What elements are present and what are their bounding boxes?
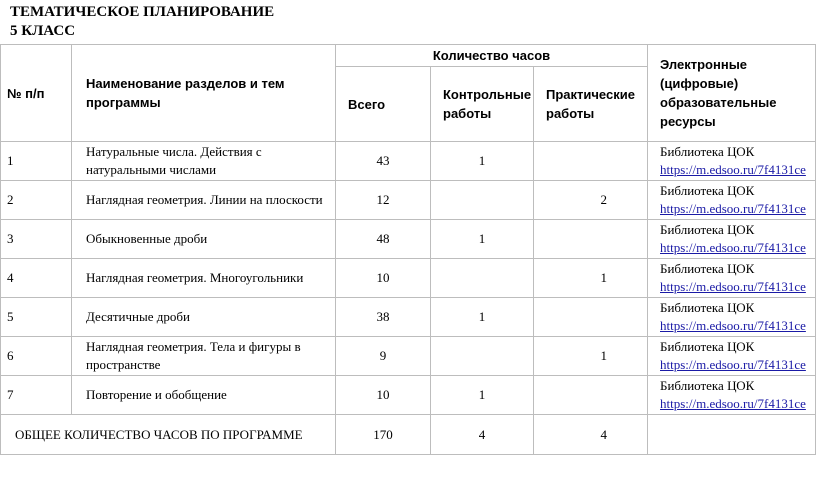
resource-label: Библиотека ЦОК — [660, 261, 755, 276]
total-row — [1, 415, 816, 455]
row-practical — [534, 376, 648, 415]
resource-link[interactable]: https://m.edsoo.ru/7f4131ce — [660, 240, 806, 255]
header-name: Наименование разделов и тем программы — [72, 45, 336, 142]
row-control: 1 — [431, 298, 534, 337]
document-title: ТЕМАТИЧЕСКОЕ ПЛАНИРОВАНИЕ — [10, 4, 275, 20]
row-practical: 1 — [534, 337, 648, 376]
row-num: 3 — [1, 220, 72, 259]
total-hours: 170 — [336, 415, 431, 455]
row-practical — [534, 298, 648, 337]
row-total: 10 — [336, 376, 431, 415]
total-label: ОБЩЕЕ КОЛИЧЕСТВО ЧАСОВ ПО ПРОГРАММЕ — [1, 415, 336, 455]
row-name: Десятичные дроби — [72, 298, 336, 337]
row-control: 1 — [431, 220, 534, 259]
resource-link[interactable]: https://m.edsoo.ru/7f4131ce — [660, 318, 806, 333]
row-name: Натуральные числа. Действия с натуральными числами — [72, 142, 336, 181]
row-control: 1 — [431, 142, 534, 181]
total-practical: 4 — [534, 415, 648, 455]
resource-label: Библиотека ЦОК — [660, 144, 755, 159]
table-row — [1, 142, 816, 181]
row-control: 1 — [431, 376, 534, 415]
row-practical: 1 — [534, 259, 648, 298]
row-num: 5 — [1, 298, 72, 337]
row-resource — [648, 298, 816, 337]
row-total: 38 — [336, 298, 431, 337]
row-num: 6 — [1, 337, 72, 376]
table-row — [1, 298, 816, 337]
row-practical — [534, 142, 648, 181]
row-resource — [648, 337, 816, 376]
row-resource — [648, 259, 816, 298]
planning-table — [0, 44, 816, 455]
resource-label: Библиотека ЦОК — [660, 183, 755, 198]
row-num: 4 — [1, 259, 72, 298]
row-control — [431, 181, 534, 220]
row-name: Наглядная геометрия. Линии на плоскости — [72, 181, 336, 220]
total-resource-empty — [648, 415, 816, 455]
table-row — [1, 337, 816, 376]
resource-link[interactable]: https://m.edsoo.ru/7f4131ce — [660, 162, 806, 177]
row-num: 2 — [1, 181, 72, 220]
row-name: Обыкновенные дроби — [72, 220, 336, 259]
header-practical: Практические работы — [534, 67, 648, 142]
row-resource — [648, 220, 816, 259]
resource-label: Библиотека ЦОК — [660, 378, 755, 393]
resource-label: Библиотека ЦОК — [660, 300, 755, 315]
resource-link[interactable]: https://m.edsoo.ru/7f4131ce — [660, 396, 806, 411]
header-total: Всего — [336, 67, 431, 142]
header-resources: Электронные (цифровые) образовательные ресурсы — [648, 45, 816, 142]
row-total: 9 — [336, 337, 431, 376]
document-subtitle: 5 КЛАСС — [10, 23, 76, 39]
resource-link[interactable]: https://m.edsoo.ru/7f4131ce — [660, 201, 806, 216]
header-num: № п/п — [1, 45, 72, 142]
table-row — [1, 220, 816, 259]
row-name: Наглядная геометрия. Тела и фигуры в пространстве — [72, 337, 336, 376]
row-num: 1 — [1, 142, 72, 181]
row-resource — [648, 181, 816, 220]
header-control: Контрольные работы — [431, 67, 534, 142]
row-practical — [534, 220, 648, 259]
row-practical: 2 — [534, 181, 648, 220]
row-num: 7 — [1, 376, 72, 415]
row-name: Наглядная геометрия. Многоугольники — [72, 259, 336, 298]
total-control: 4 — [431, 415, 534, 455]
resource-label: Библиотека ЦОК — [660, 339, 755, 354]
row-resource — [648, 376, 816, 415]
row-total: 10 — [336, 259, 431, 298]
resource-label: Библиотека ЦОК — [660, 222, 755, 237]
row-resource — [648, 142, 816, 181]
row-total: 43 — [336, 142, 431, 181]
resource-link[interactable]: https://m.edsoo.ru/7f4131ce — [660, 357, 806, 372]
row-total: 48 — [336, 220, 431, 259]
header-hours-group: Количество часов — [336, 45, 648, 67]
resource-link[interactable]: https://m.edsoo.ru/7f4131ce — [660, 279, 806, 294]
row-control — [431, 337, 534, 376]
row-control — [431, 259, 534, 298]
row-name: Повторение и обобщение — [72, 376, 336, 415]
table-row — [1, 376, 816, 415]
table-row — [1, 259, 816, 298]
row-total: 12 — [336, 181, 431, 220]
table-row — [1, 181, 816, 220]
